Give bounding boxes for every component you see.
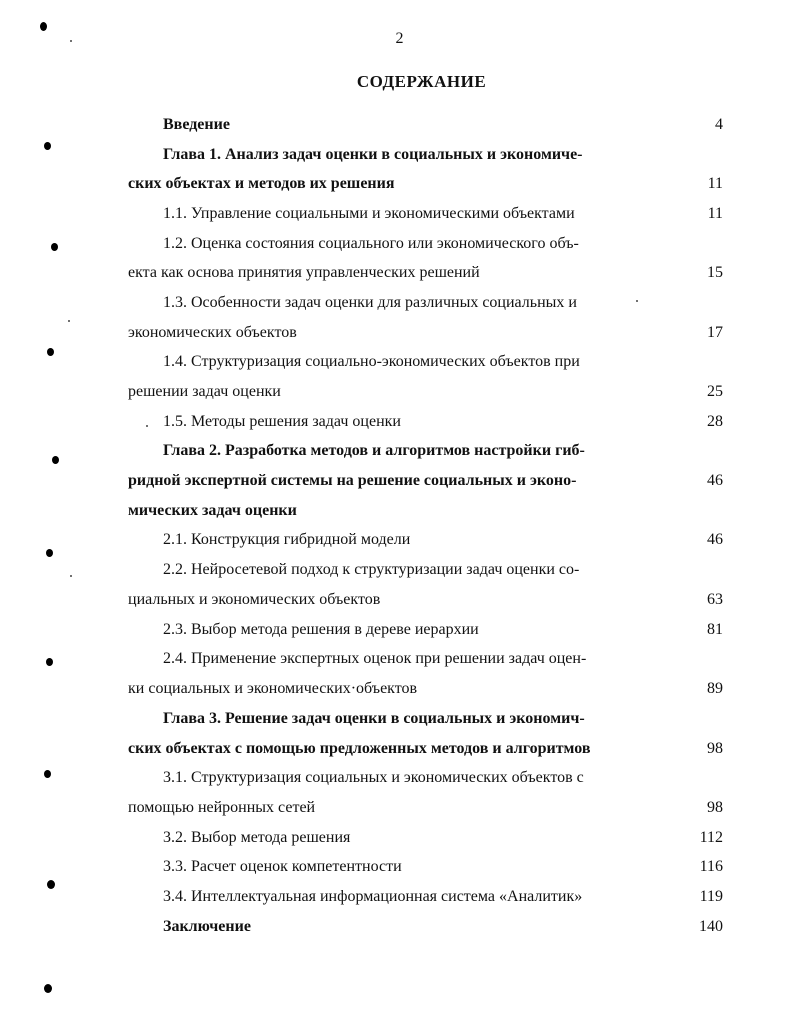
- toc-section-1-5: 1.5. Методы решения задач оценки: [163, 413, 401, 430]
- toc-section-2-2-page: 63: [707, 591, 723, 608]
- toc-section-2-2-line-1: 2.2. Нейросетевой подход к структуризации задач оценки со-: [163, 561, 580, 578]
- toc-section-2-1: 2.1. Конструкция гибридной модели: [163, 531, 411, 548]
- binding-hole-mark: [47, 348, 54, 356]
- toc-section-1-5-page: 28: [707, 413, 723, 430]
- toc-title: СОДЕРЖАНИЕ: [356, 72, 487, 91]
- toc-chapter-2-line-1: Глава 2. Разработка методов и алгоритмов настройки гиб-: [163, 442, 585, 459]
- binding-hole-mark: [46, 549, 53, 557]
- binding-hole-mark: [51, 243, 58, 251]
- toc-section-3-1-line-2: помощью нейронных сетей: [128, 799, 316, 816]
- toc-section-1-4-line-1: 1.4. Структуризация социально-экономических объектов при: [163, 353, 580, 370]
- toc-section-3-2-page: 112: [699, 829, 723, 846]
- toc-intro-page: 4: [715, 116, 723, 133]
- toc-section-2-4-line-2: ки социальных и экономических·объектов: [128, 680, 418, 697]
- toc-section-1-4-line-2: решении задач оценки: [128, 383, 281, 400]
- page-number: 2: [395, 30, 404, 47]
- toc-section-3-2: 3.2. Выбор метода решения: [163, 829, 351, 846]
- toc-section-1-2-line-1: 1.2. Оценка состояния социального или экономического объ-: [163, 235, 579, 252]
- toc-chapter-1-page: 11: [707, 175, 723, 192]
- toc-section-1-3-page: 17: [707, 324, 723, 341]
- toc-section-1-2-line-2: екта как основа принятия управленческих решений: [128, 264, 480, 281]
- scan-speck: [636, 300, 638, 302]
- toc-section-1-3-line-2: экономических объектов: [128, 324, 297, 341]
- toc-chapter-2-line-2: ридной экспертной системы на решение социальных и эконо-: [128, 472, 577, 489]
- toc-section-2-3: 2.3. Выбор метода решения в дереве иерархии: [163, 621, 479, 638]
- toc-section-2-4-line-1: 2.4. Применение экспертных оценок при решении задач оцен-: [163, 650, 587, 667]
- toc-intro: Введение: [163, 116, 230, 133]
- toc-section-3-4: 3.4. Интеллектуальная информационная система «Аналитик»: [163, 888, 583, 905]
- binding-hole-mark: [44, 984, 52, 993]
- binding-hole-mark: [46, 658, 53, 666]
- toc-section-1-1-page: 11: [707, 205, 723, 222]
- binding-hole-mark: [47, 880, 55, 889]
- toc-chapter-3-page: 98: [707, 740, 723, 757]
- toc-conclusion-page: 140: [699, 918, 723, 935]
- toc-section-3-4-page: 119: [699, 888, 723, 905]
- toc-section-3-1-line-1: 3.1. Структуризация социальных и экономических объектов с: [163, 769, 584, 786]
- toc-chapter-2-line-3: мических задач оценки: [128, 502, 297, 519]
- toc-chapter-3-line-1: Глава 3. Решение задач оценки в социальных и экономич-: [163, 710, 585, 727]
- toc-section-1-3-line-1: 1.3. Особенности задач оценки для различных социальных и: [163, 294, 577, 311]
- toc-section-2-4-page: 89: [707, 680, 723, 697]
- toc-conclusion: Заключение: [163, 918, 251, 935]
- toc-section-1-4-page: 25: [707, 383, 723, 400]
- toc-section-3-3-page: 116: [699, 858, 723, 875]
- toc-chapter-2-page: 46: [707, 472, 723, 489]
- toc-section-3-3: 3.3. Расчет оценок компетентности: [163, 858, 402, 875]
- binding-hole-mark: [44, 770, 51, 778]
- toc-section-2-2-line-2: циальных и экономических объектов: [128, 591, 381, 608]
- toc-section-1-1: 1.1. Управление социальными и экономическими объектами: [163, 205, 575, 222]
- scan-speck: [68, 320, 70, 322]
- binding-hole-mark: [52, 456, 59, 464]
- toc-section-2-1-page: 46: [707, 531, 723, 548]
- toc-section-3-1-page: 98: [707, 799, 723, 816]
- toc-chapter-1-line-1: Глава 1. Анализ задач оценки в социальных и экономиче-: [163, 146, 583, 163]
- scan-speck: [146, 425, 148, 427]
- binding-hole-mark: [44, 142, 51, 150]
- toc-chapter-3-line-2: ских объектах с помощью предложенных методов и алгоритмов: [128, 740, 591, 757]
- scan-speck: [70, 575, 72, 577]
- toc-section-2-3-page: 81: [707, 621, 723, 638]
- toc-section-1-2-page: 15: [707, 264, 723, 281]
- toc-chapter-1-line-2: ских объектах и методов их решения: [128, 175, 395, 192]
